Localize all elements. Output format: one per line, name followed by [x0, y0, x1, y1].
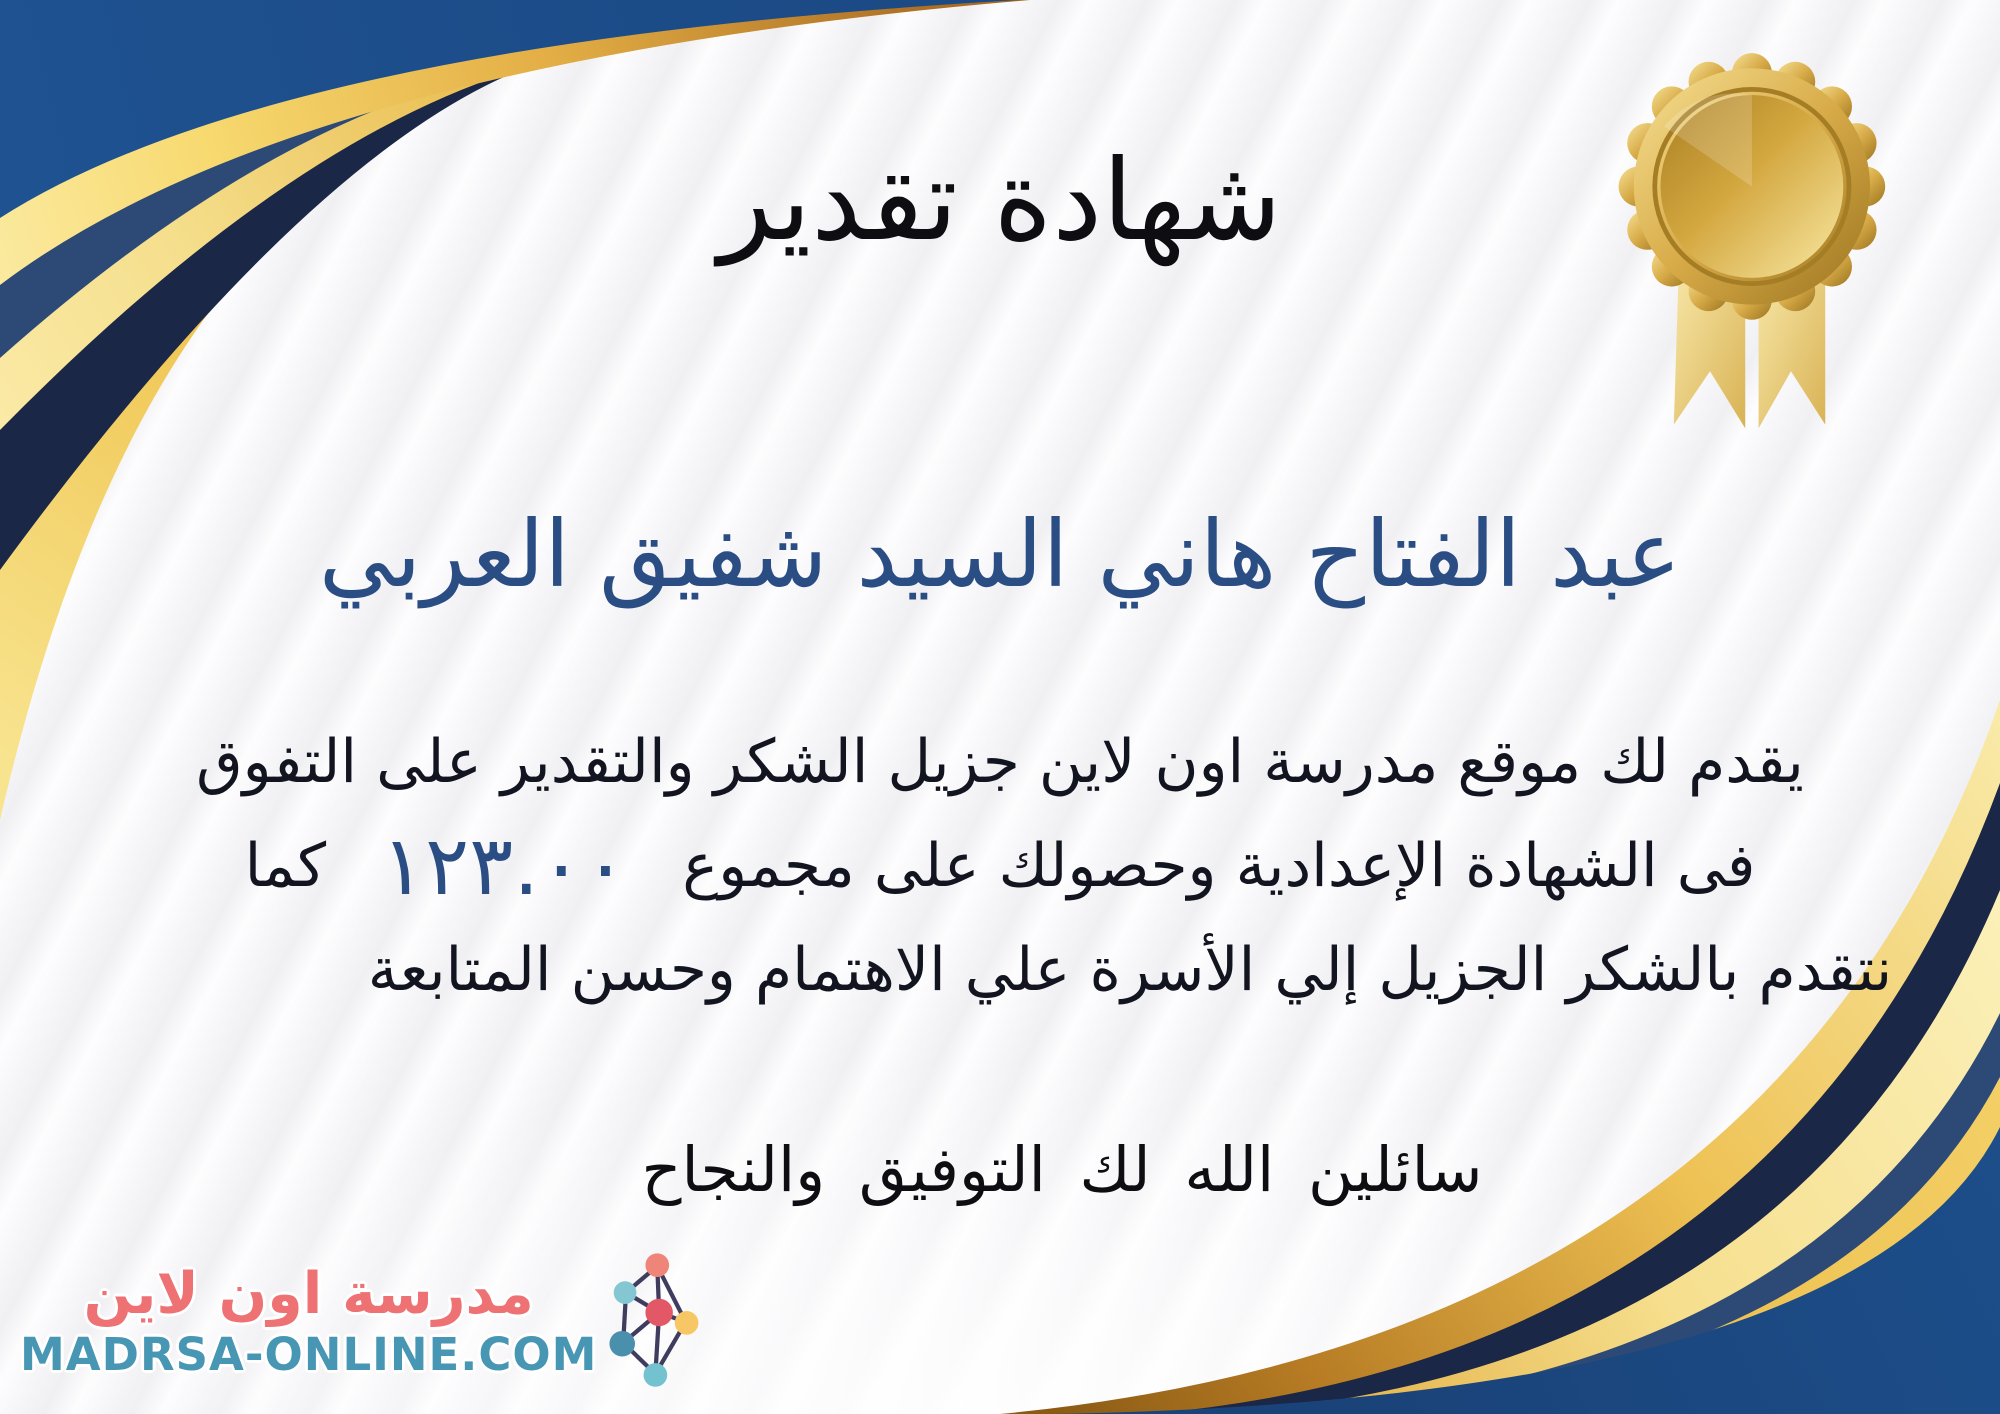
logo-domain: MADRSA-ONLINE.COM [20, 1328, 598, 1382]
logo-arabic-name: مدرسة اون لاين [83, 1260, 534, 1327]
recipient-name: عبد الفتاح هاني السيد شفيق العربي [318, 501, 1682, 608]
body-line-2-tail: كما [244, 831, 327, 901]
certificate-body [0, 710, 2000, 1022]
logo-text [20, 1260, 597, 1382]
site-logo [20, 1250, 699, 1392]
body-line-1: يقدم لك موقع مدرسة اون لاين جزيل الشكر والتقدير على التفوق [196, 727, 1804, 797]
closing-line: سائلين الله لك التوفيق والنجاح [641, 1133, 1483, 1206]
top-left-corner-decoration [0, 0, 1030, 820]
body-line-2-text: فى الشهادة الإعدادية وحصولك على مجموع [682, 831, 1756, 901]
gold-medal-icon [1600, 36, 1900, 436]
body-line-3: نتقدم بالشكر الجزيل إلي الأسرة علي الاهتمام وحسن المتابعة [367, 935, 1893, 1005]
body-line-2: فى الشهادة الإعدادية وحصولك على مجموع١٢٣.٠٠كما [244, 819, 1756, 914]
network-nodes-icon [607, 1250, 699, 1392]
certificate-title: شهادة تقدير [718, 136, 1282, 266]
